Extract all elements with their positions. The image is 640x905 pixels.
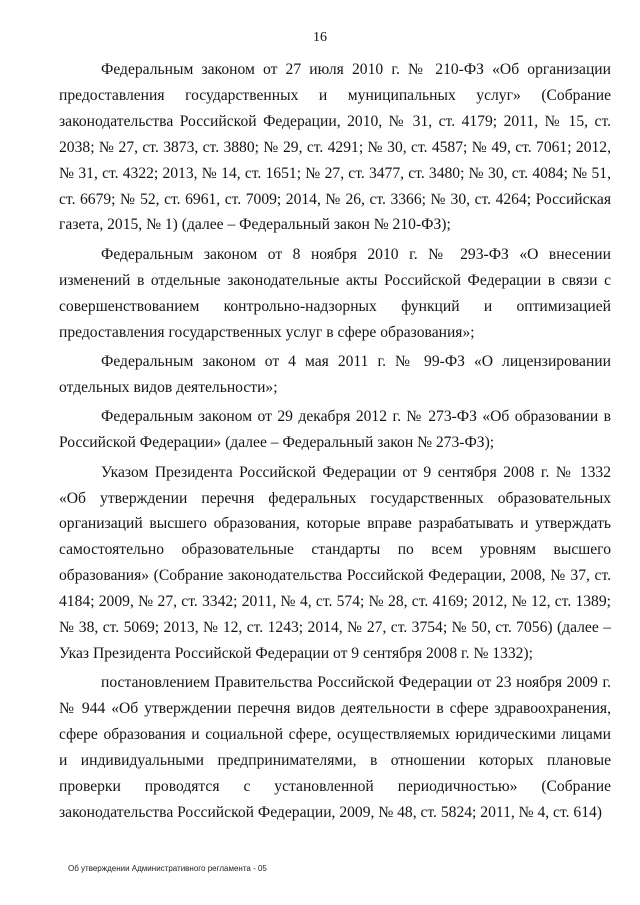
paragraph-federal-law-99: Федеральным законом от 4 мая 2011 г. № 99-ФЗ «О лицензировании отдельных видов деятельности»; [59, 352, 611, 396]
document-body [59, 57, 611, 826]
page-number: 16 [313, 30, 327, 45]
footer-document-title: Об утверждении Административного регламента - 05 [68, 864, 267, 873]
paragraph-federal-law-273: Федеральным законом от 29 декабря 2012 г. № 273-ФЗ «Об образовании в Российской Федерации» (далее – Федеральный закон № 273-ФЗ); [59, 408, 611, 452]
paragraph-presidential-decree-1332: Указом Президента Российской Федерации от 9 сентября 2008 г. № 1332 «Об утверждении перечня федеральных государственных образовательных организаций высшего образования, которые вправе разрабатывать и утверждать самостоятельно образовательные стандарты по всем уровням высшего образования» (Собрание законодательства Российской Федерации, 2008, № 37, ст. 4184; 2009, № 27, ст. 3342; 2011, № 4, ст. 574; № 28, ст. 4169; 2012, № 12, ст. 1389; № 38, ст. 5069; 2013, № 12, ст. 1243; 2014, № 27, ст. 3754; № 50, ст. 7056) (далее – Указ Президента Российской Федерации от 9 сентября 2008 г. № 1332); [59, 463, 611, 662]
paragraph-federal-law-210: Федеральным законом от 27 июля 2010 г. № 210-ФЗ «Об организации предоставления государственных и муниципальных услуг» (Собрание законодательства Российской Федерации, 2010, № 31, ст. 4179; 2011, № 15, ст. 2038; № 27, ст. 3873, ст. 3880; № 29, ст. 4291; № 30, ст. 4587; № 49, ст. 7061; 2012, № 31, ст. 4322; 2013, № 14, ст. 1651; № 27, ст. 3477, ст. 3480; № 30, ст. 4084; № 51, ст. 6679; № 52, ст. 6961, ст. 7009; 2014, № 26, ст. 3366; № 30, ст. 4264; Российская газета, 2015, № 1) (далее – Федеральный закон № 210-ФЗ); [59, 61, 611, 234]
paragraph-federal-law-293: Федеральным законом от 8 ноября 2010 г. № 293-ФЗ «О внесении изменений в отдельные законодательные акты Российской Федерации в связи с совершенствованием контрольно-надзорных функций и оптимизацией предоставления государственных услуг в сфере образования»; [59, 245, 611, 341]
paragraph-government-resolution-944: постановлением Правительства Российской Федерации от 23 ноября 2009 г. № 944 «Об утверждении перечня видов деятельности в сфере здравоохранения, сфере образования и социальной сфере, осуществляемых юридическими лицами и индивидуальными предпринимателями, в отношении которых плановые проверки проводятся с установленной периодичностью» (Собрание законодательства Российской Федерации, 2009, № 48, ст. 5824; 2011, № 4, ст. 614) [59, 674, 611, 821]
